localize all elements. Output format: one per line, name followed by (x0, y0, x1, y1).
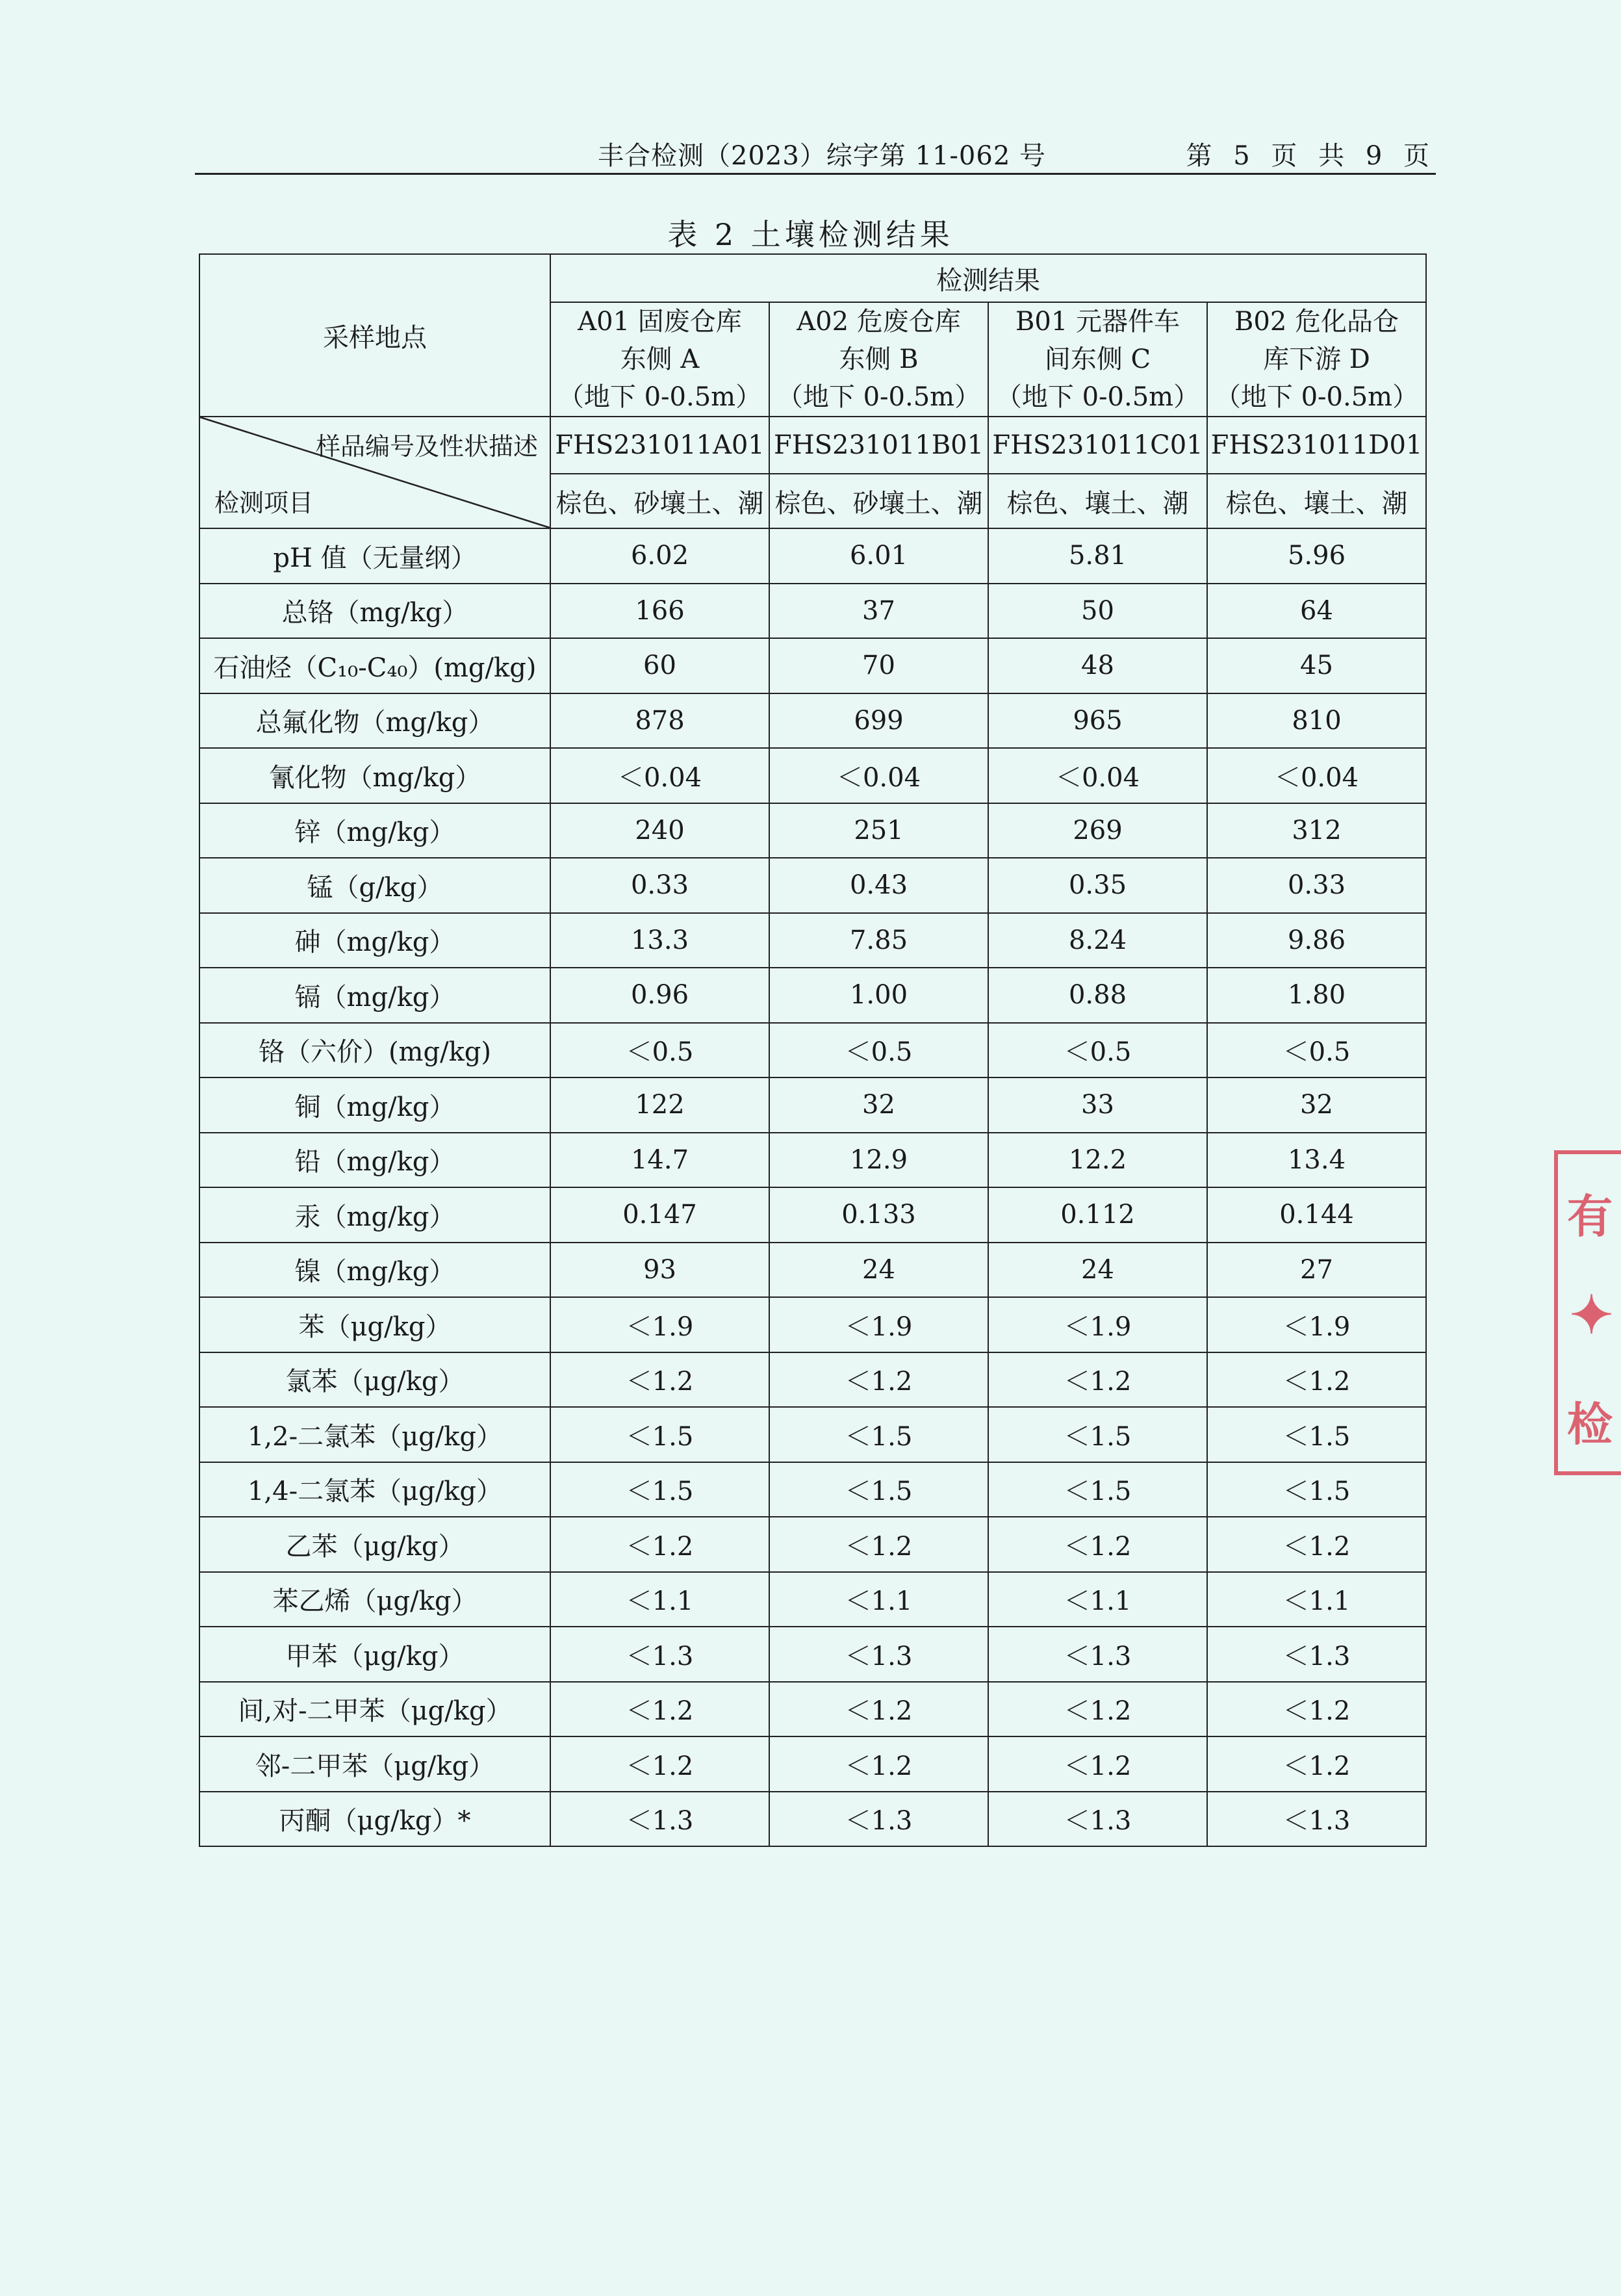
result-value: ＜1.2 (988, 1352, 1207, 1408)
diagonal-header-cell (199, 417, 550, 528)
sample-id-label: 样品编号及性状描述 (315, 432, 538, 461)
result-value: ＜1.1 (1207, 1572, 1426, 1627)
result-value: ＜1.3 (1207, 1627, 1426, 1682)
site-line3: （地下 0-0.5m） (995, 382, 1200, 412)
sample-id-cell: FHS231011B01 (769, 417, 988, 474)
result-value: 7.85 (769, 913, 988, 968)
table-row (199, 1133, 1426, 1188)
test-item-name: 总氟化物（mg/kg） (199, 693, 550, 749)
site-line1: B02 危化品仓 (1234, 307, 1399, 337)
stamp-star-icon: ✦ (1570, 1284, 1614, 1345)
result-value: ＜1.3 (550, 1627, 769, 1682)
test-item-name: 汞（mg/kg） (199, 1187, 550, 1243)
result-value: 33 (988, 1077, 1207, 1133)
table-row (199, 1462, 1426, 1517)
result-value: ＜1.9 (988, 1297, 1207, 1352)
table-row (199, 858, 1426, 913)
table-row (199, 803, 1426, 858)
sample-id-cell: FHS231011A01 (550, 417, 769, 474)
site-line2: 东侧 A (620, 344, 700, 374)
result-value: ＜1.5 (550, 1407, 769, 1462)
table-row (199, 638, 1426, 693)
result-value: ＜1.1 (769, 1572, 988, 1627)
test-item-name: 锌（mg/kg） (199, 803, 550, 858)
result-value: 5.96 (1207, 528, 1426, 584)
test-item-name: 乙苯（μg/kg） (199, 1517, 550, 1572)
test-item-name: 铅（mg/kg） (199, 1133, 550, 1188)
result-value: 0.133 (769, 1187, 988, 1243)
result-value: 12.2 (988, 1133, 1207, 1188)
sampling-site-header: 采样地点 (199, 254, 550, 417)
result-value: ＜1.3 (988, 1627, 1207, 1682)
result-value: ＜1.3 (550, 1792, 769, 1847)
test-item-name: 邻-二甲苯（μg/kg） (199, 1736, 550, 1792)
result-value: ＜1.2 (769, 1517, 988, 1572)
result-value: 240 (550, 803, 769, 858)
result-value: ＜1.2 (550, 1352, 769, 1408)
site-line3: （地下 0-0.5m） (776, 382, 981, 412)
sample-desc-cell: 棕色、壤土、潮 (1207, 474, 1426, 528)
result-value: 14.7 (550, 1133, 769, 1188)
site-line3: （地下 0-0.5m） (557, 382, 762, 412)
page-number: 第 5 页 共 9 页 (1186, 141, 1436, 171)
result-value: ＜1.2 (550, 1682, 769, 1737)
result-value: ＜1.2 (988, 1682, 1207, 1737)
sample-desc-cell: 棕色、砂壤土、潮 (769, 474, 988, 528)
result-value: 24 (988, 1243, 1207, 1298)
result-value: 0.43 (769, 858, 988, 913)
result-value: ＜0.04 (1207, 748, 1426, 803)
test-item-name: 石油烃（C₁₀-C₄₀）(mg/kg) (199, 638, 550, 693)
result-value: ＜1.5 (1207, 1407, 1426, 1462)
result-value: ＜1.2 (1207, 1736, 1426, 1792)
soil-results-table (199, 253, 1427, 1847)
result-value: ＜1.5 (550, 1462, 769, 1517)
sample-desc-cell: 棕色、砂壤土、潮 (550, 474, 769, 528)
table-row (199, 1187, 1426, 1243)
result-value: 0.33 (550, 858, 769, 913)
result-value: ＜1.1 (550, 1572, 769, 1627)
test-item-name: 镍（mg/kg） (199, 1243, 550, 1298)
test-item-name: 总铬（mg/kg） (199, 584, 550, 639)
site-line3: （地下 0-0.5m） (1214, 382, 1419, 412)
test-item-name: 1,2-二氯苯（μg/kg） (199, 1407, 550, 1462)
result-value: 0.88 (988, 968, 1207, 1023)
test-item-name: 铬（六价）(mg/kg) (199, 1023, 550, 1078)
result-value: 48 (988, 638, 1207, 693)
table-row (199, 1297, 1426, 1352)
test-item-name: 1,4-二氯苯（μg/kg） (199, 1462, 550, 1517)
table-row (199, 1792, 1426, 1847)
result-value: 0.33 (1207, 858, 1426, 913)
result-value: ＜1.2 (1207, 1682, 1426, 1737)
table-row (199, 1682, 1426, 1737)
result-value: 699 (769, 693, 988, 749)
site-header-1 (769, 302, 988, 417)
result-value: ＜1.5 (988, 1407, 1207, 1462)
result-value: 64 (1207, 584, 1426, 639)
result-value: 6.01 (769, 528, 988, 584)
table-row (199, 1627, 1426, 1682)
result-value: 251 (769, 803, 988, 858)
result-value: ＜1.2 (1207, 1517, 1426, 1572)
result-value: ＜1.5 (988, 1462, 1207, 1517)
result-value: ＜0.04 (769, 748, 988, 803)
stamp-char: 检 (1567, 1397, 1613, 1451)
result-value: 312 (1207, 803, 1426, 858)
test-item-name: 氯苯（μg/kg） (199, 1352, 550, 1408)
result-value: ＜1.2 (550, 1517, 769, 1572)
test-item-name: 苯乙烯（μg/kg） (199, 1572, 550, 1627)
result-value: ＜1.9 (550, 1297, 769, 1352)
test-item-name: 铜（mg/kg） (199, 1077, 550, 1133)
result-value: ＜1.5 (1207, 1462, 1426, 1517)
result-value: 1.00 (769, 968, 988, 1023)
sample-desc-cell: 棕色、壤土、潮 (988, 474, 1207, 528)
result-value: 0.112 (988, 1187, 1207, 1243)
table-row (199, 1736, 1426, 1792)
result-value: 6.02 (550, 528, 769, 584)
table-row (199, 1517, 1426, 1572)
result-value: 37 (769, 584, 988, 639)
result-value: 0.144 (1207, 1187, 1426, 1243)
result-value: 122 (550, 1077, 769, 1133)
result-value: ＜0.04 (550, 748, 769, 803)
result-value: 878 (550, 693, 769, 749)
result-value: 965 (988, 693, 1207, 749)
test-item-name: pH 值（无量纲） (199, 528, 550, 584)
result-value: 50 (988, 584, 1207, 639)
site-line1: B01 元器件车 (1015, 307, 1180, 337)
result-value: 32 (769, 1077, 988, 1133)
result-value: 9.86 (1207, 913, 1426, 968)
site-header-2 (988, 302, 1207, 417)
result-value: ＜1.9 (1207, 1297, 1426, 1352)
result-value: 60 (550, 638, 769, 693)
site-line1: A02 危废仓库 (797, 307, 961, 337)
result-value: ＜1.2 (769, 1682, 988, 1737)
result-value: ＜1.1 (988, 1572, 1207, 1627)
table-row (199, 1407, 1426, 1462)
site-line2: 东侧 B (839, 344, 919, 374)
test-item-name: 甲苯（μg/kg） (199, 1627, 550, 1682)
table-row (199, 1243, 1426, 1298)
table-row (199, 528, 1426, 584)
result-value: ＜1.2 (769, 1736, 988, 1792)
result-value: ＜1.2 (988, 1517, 1207, 1572)
result-value: ＜1.2 (1207, 1352, 1426, 1408)
result-value: ＜1.3 (769, 1627, 988, 1682)
result-value: 8.24 (988, 913, 1207, 968)
sample-id-cell: FHS231011D01 (1207, 417, 1426, 474)
site-line2: 库下游 D (1263, 344, 1370, 374)
result-value: 0.96 (550, 968, 769, 1023)
result-value: 93 (550, 1243, 769, 1298)
result-value: 13.4 (1207, 1133, 1426, 1188)
sample-id-cell: FHS231011C01 (988, 417, 1207, 474)
site-header-3 (1207, 302, 1426, 417)
result-value: ＜1.3 (769, 1792, 988, 1847)
report-number: 丰合检测（2023）综字第 11-062 号 (598, 141, 1046, 171)
result-value: ＜1.2 (988, 1736, 1207, 1792)
result-value: 45 (1207, 638, 1426, 693)
test-item-name: 氰化物（mg/kg） (199, 748, 550, 803)
result-value: ＜1.2 (769, 1352, 988, 1408)
result-value: ＜1.5 (769, 1462, 988, 1517)
result-value: ＜1.2 (550, 1736, 769, 1792)
result-value: 166 (550, 584, 769, 639)
result-value: 0.35 (988, 858, 1207, 913)
stamp-char: 有 (1567, 1189, 1613, 1243)
result-value: 810 (1207, 693, 1426, 749)
result-value: 24 (769, 1243, 988, 1298)
result-value: 70 (769, 638, 988, 693)
test-item-name: 苯（μg/kg） (199, 1297, 550, 1352)
site-header-0 (550, 302, 769, 417)
table-row (199, 1077, 1426, 1133)
result-value: ＜0.5 (769, 1023, 988, 1078)
table-title: 表 2 土壤检测结果 (667, 217, 954, 252)
seal-stamp (1554, 1150, 1621, 1475)
header-rule (195, 173, 1436, 175)
result-value: 32 (1207, 1077, 1426, 1133)
results-header: 检测结果 (550, 254, 1426, 302)
result-value: ＜0.04 (988, 748, 1207, 803)
test-item-name: 镉（mg/kg） (199, 968, 550, 1023)
result-value: ＜0.5 (550, 1023, 769, 1078)
result-value: ＜1.5 (769, 1407, 988, 1462)
result-value: 5.81 (988, 528, 1207, 584)
result-value: 269 (988, 803, 1207, 858)
test-item-name: 砷（mg/kg） (199, 913, 550, 968)
table-row (199, 693, 1426, 749)
table-row (199, 1572, 1426, 1627)
result-value: ＜0.5 (1207, 1023, 1426, 1078)
result-value: ＜1.3 (988, 1792, 1207, 1847)
table-row (199, 968, 1426, 1023)
result-value: 27 (1207, 1243, 1426, 1298)
table-row (199, 584, 1426, 639)
site-line2: 间东侧 C (1044, 344, 1151, 374)
result-value: 13.3 (550, 913, 769, 968)
test-item-label: 检测项目 (214, 489, 314, 517)
result-value: 1.80 (1207, 968, 1426, 1023)
test-item-name: 间,对-二甲苯（μg/kg） (199, 1682, 550, 1737)
test-item-name: 锰（g/kg） (199, 858, 550, 913)
result-value: 12.9 (769, 1133, 988, 1188)
result-value: 0.147 (550, 1187, 769, 1243)
table-row (199, 1023, 1426, 1078)
site-line1: A01 固废仓库 (578, 307, 742, 337)
result-value: ＜1.9 (769, 1297, 988, 1352)
table-row (199, 1352, 1426, 1408)
test-item-name: 丙酮（μg/kg）* (199, 1792, 550, 1847)
result-value: ＜0.5 (988, 1023, 1207, 1078)
table-row (199, 748, 1426, 803)
result-value: ＜1.3 (1207, 1792, 1426, 1847)
table-row (199, 913, 1426, 968)
